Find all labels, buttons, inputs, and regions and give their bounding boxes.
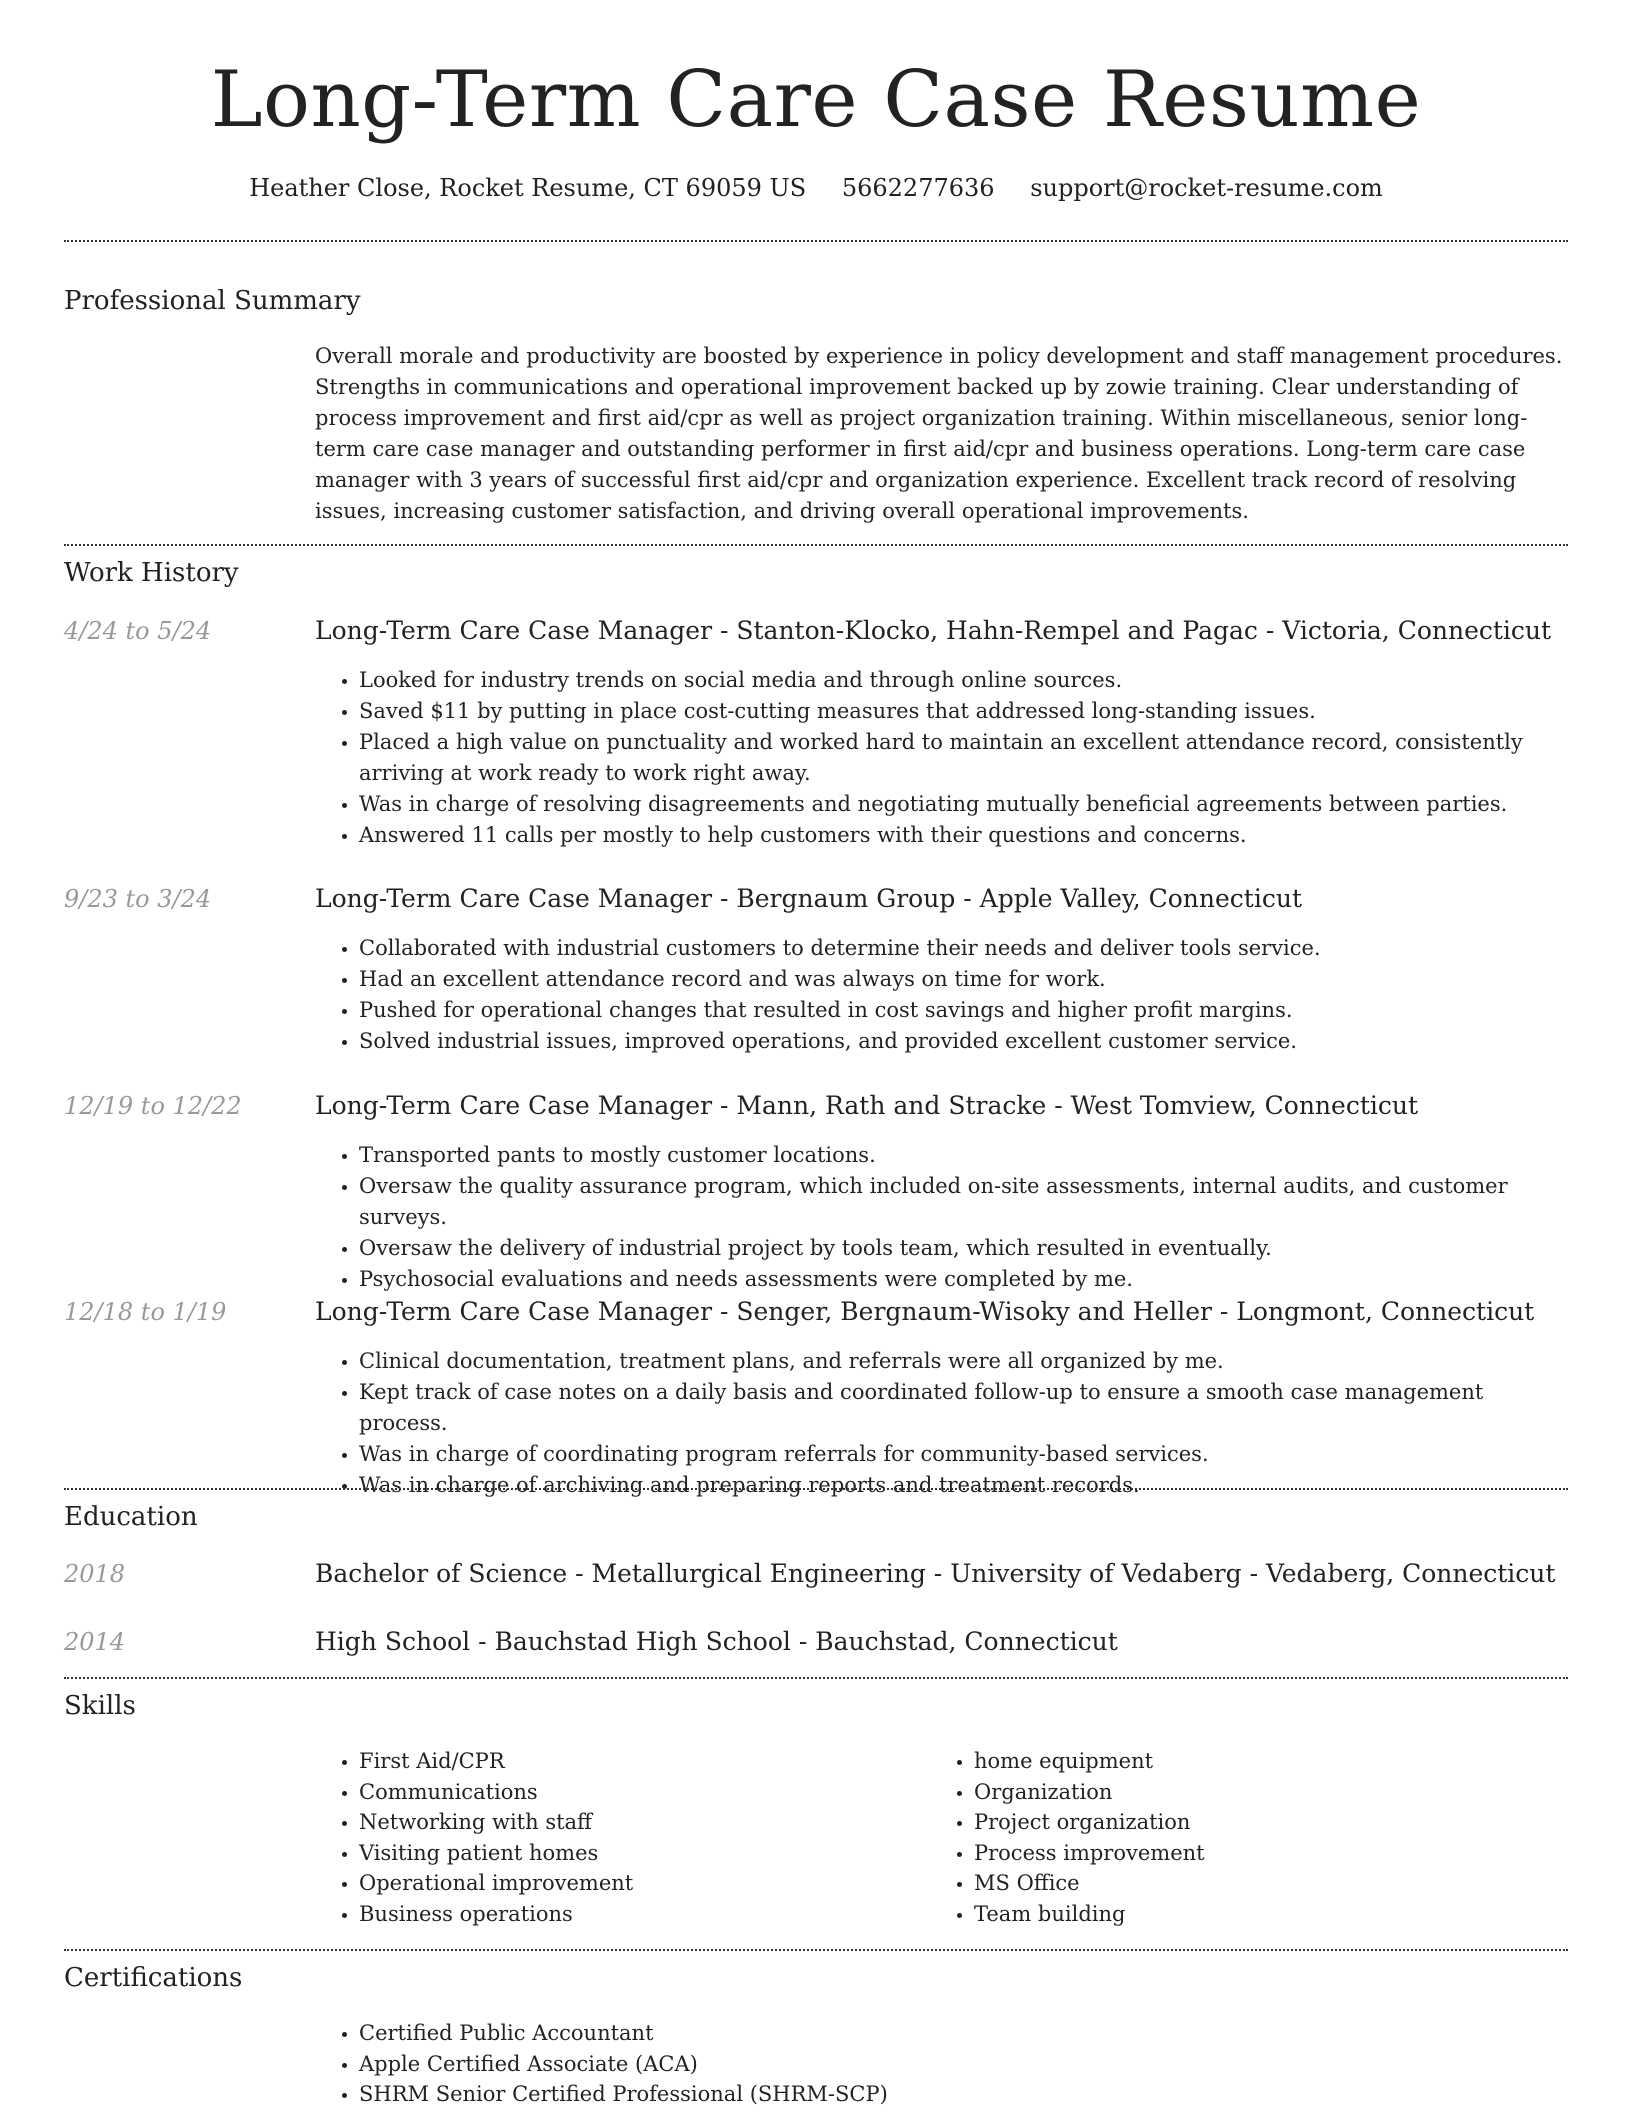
list-item: • Operational improvement	[359, 1868, 633, 1899]
list-item: • Oversaw the delivery of industrial project by tools team, which resulted in eventually.	[359, 1233, 1568, 1264]
list-item: • Collaborated with industrial customers to determine their needs and deliver tools service.	[359, 933, 1568, 964]
job-bullets	[315, 1346, 1568, 1501]
list-item: • First Aid/CPR	[359, 1746, 633, 1777]
job-dates: 12/18 to 1/19	[64, 1298, 227, 1326]
education-degree: High School - Bauchstad High School - Bauchstad, Connecticut	[315, 1627, 1118, 1656]
list-item: • Had an excellent attendance record and was always on time for work.	[359, 964, 1568, 995]
list-item: • home equipment	[974, 1746, 1205, 1777]
section-divider	[64, 240, 1568, 242]
list-item: • Communications	[359, 1777, 633, 1808]
section-divider	[64, 1488, 1568, 1490]
contact-address: Heather Close, Rocket Resume, CT 69059 US	[249, 174, 807, 202]
contact-line	[64, 171, 1568, 205]
resume-title: Long-Term Care Case Resume	[210, 55, 1422, 145]
work-history-heading: Work History	[64, 558, 239, 588]
contact-phone: 5662277636	[841, 174, 995, 202]
list-item: • Kept track of case notes on a daily basis and coordinated follow-up to ensure a smooth case management process.	[359, 1377, 1568, 1439]
list-item: • Transported pants to mostly customer locations.	[359, 1140, 1568, 1171]
section-divider	[64, 1677, 1568, 1679]
job-title: Long-Term Care Case Manager - Senger, Bergnaum-Wisoky and Heller - Longmont, Connecticut	[315, 1297, 1535, 1326]
job-bullets	[315, 1140, 1568, 1295]
skills-heading: Skills	[64, 1691, 136, 1721]
list-item: • Organization	[974, 1777, 1205, 1808]
education-year: 2018	[64, 1560, 126, 1588]
list-item: • Psychosocial evaluations and needs assessments were completed by me.	[359, 1264, 1568, 1295]
list-item: • Oversaw the quality assurance program, which included on-site assessments, internal audits, and customer surveys.	[359, 1171, 1568, 1233]
list-item: • Apple Certified Associate (ACA)	[359, 2049, 888, 2080]
education-degree: Bachelor of Science - Metallurgical Engineering - University of Vedaberg - Vedaberg, Connecticut	[315, 1559, 1556, 1588]
job-bullets	[315, 933, 1568, 1057]
education-year: 2014	[64, 1628, 126, 1656]
list-item: • Certified Public Accountant	[359, 2018, 888, 2049]
list-item: • Solved industrial issues, improved operations, and provided excellent customer service.	[359, 1026, 1568, 1057]
summary-heading: Professional Summary	[64, 286, 361, 316]
list-item: • Process improvement	[974, 1838, 1205, 1869]
job-bullets	[315, 665, 1568, 851]
list-item: • Placed a high value on punctuality and worked hard to maintain an excellent attendance record, consistently arriving at work ready to work right away.	[359, 727, 1568, 789]
list-item: • Was in charge of coordinating program referrals for community-based services.	[359, 1439, 1568, 1470]
job-title: Long-Term Care Case Manager - Stanton-Klocko, Hahn-Rempel and Pagac - Victoria, Connecticut	[315, 616, 1552, 645]
job-dates: 4/24 to 5/24	[64, 617, 212, 645]
summary-section	[315, 341, 1568, 527]
contact-email: support@rocket-resume.com	[1030, 174, 1383, 202]
list-item: • Clinical documentation, treatment plans, and referrals were all organized by me.	[359, 1346, 1568, 1377]
job-title: Long-Term Care Case Manager - Mann, Rath and Stracke - West Tomview, Connecticut	[315, 1091, 1419, 1120]
list-item: • Team building	[974, 1899, 1205, 1930]
list-item: • Networking with staff	[359, 1807, 633, 1838]
job-title: Long-Term Care Case Manager - Bergnaum Group - Apple Valley, Connecticut	[315, 884, 1302, 913]
list-item: • Saved $11 by putting in place cost-cutting measures that addressed long-standing issues.	[359, 696, 1568, 727]
list-item: • SHRM Senior Certified Professional (SHRM-SCP)	[359, 2079, 888, 2110]
summary-text: Overall morale and productivity are boosted by experience in policy development and staff management procedures. Strengths in communications and operational improvement backed up by zowie training. Clear understanding of process improvement and first aid/cpr as well as project organization training. Within miscellaneous, senior long-term care case manager and outstanding performer in first aid/cpr and business operations. Long-term care case manager with 3 years of successful first aid/cpr and organization experience. Excellent track record of resolving issues, increasing customer satisfaction, and driving overall operational improvements.	[315, 344, 1563, 523]
list-item: • Was in charge of resolving disagreements and negotiating mutually beneficial agreements between parties.	[359, 789, 1568, 820]
section-divider	[64, 1949, 1568, 1951]
list-item: • Pushed for operational changes that resulted in cost savings and higher profit margins.	[359, 995, 1568, 1026]
list-item: • MS Office	[974, 1868, 1205, 1899]
certifications-heading: Certifications	[64, 1963, 243, 1993]
list-item: • Was in charge of archiving and preparing reports and treatment records.	[359, 1470, 1568, 1501]
certifications-list	[315, 2018, 888, 2110]
list-item: • Project organization	[974, 1807, 1205, 1838]
list-item: • Visiting patient homes	[359, 1838, 633, 1869]
list-item: • Looked for industry trends on social media and through online sources.	[359, 665, 1568, 696]
education-heading: Education	[64, 1502, 198, 1532]
list-item: • Answered 11 calls per mostly to help customers with their questions and concerns.	[359, 820, 1568, 851]
skills-list-left	[315, 1746, 633, 1929]
section-divider	[64, 544, 1568, 546]
job-dates: 9/23 to 3/24	[64, 885, 212, 913]
skills-list-right	[930, 1746, 1205, 1929]
job-dates: 12/19 to 12/22	[64, 1092, 242, 1120]
list-item: • Business operations	[359, 1899, 633, 1930]
